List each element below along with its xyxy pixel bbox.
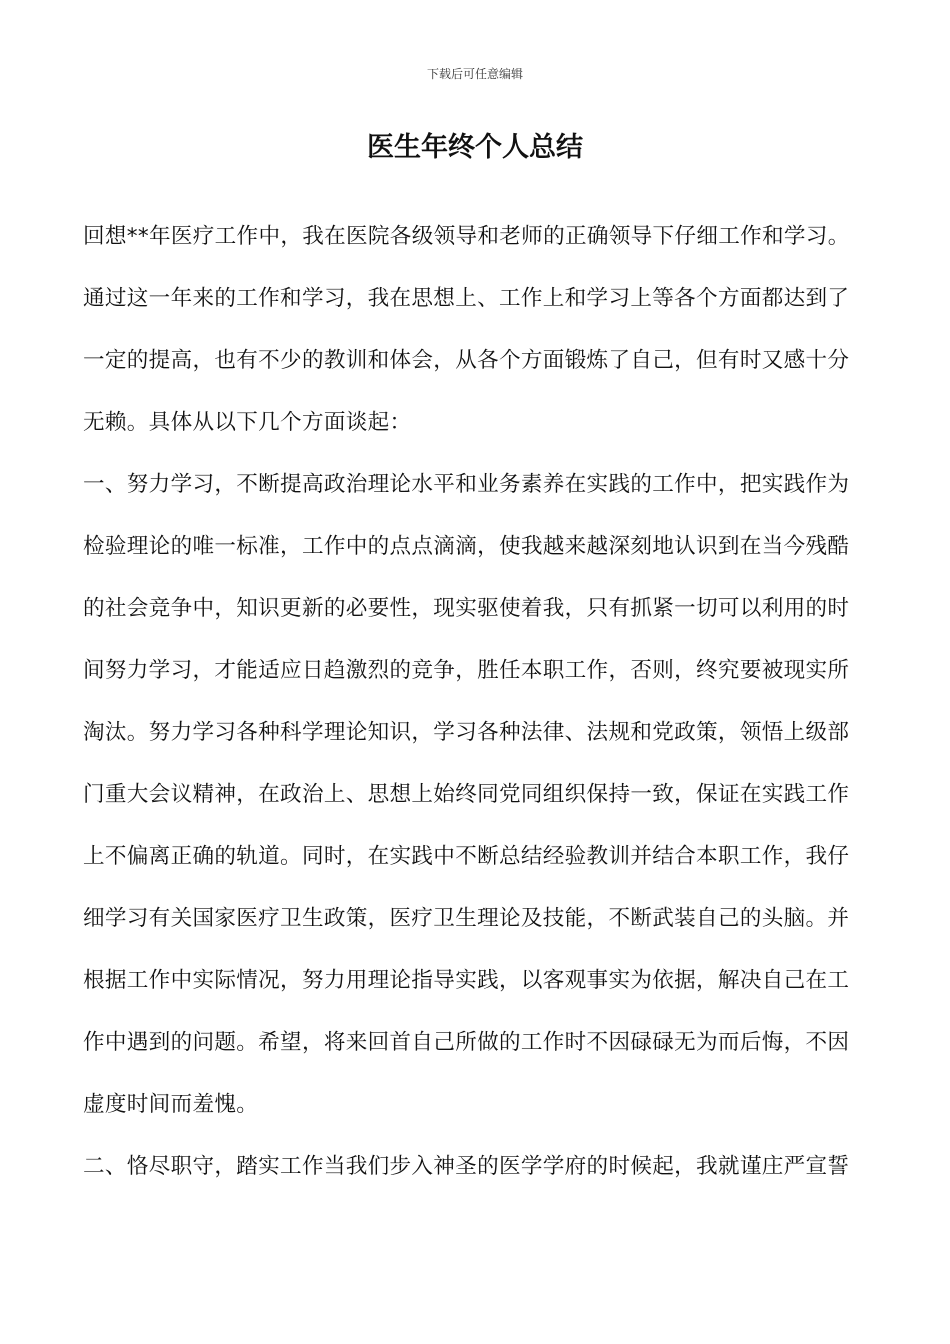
- body-line: 门重大会议精神，在政治上、思想上始终同党同组织保持一致，保证在实践工作: [83, 782, 850, 807]
- body-line: 上不偏离正确的轨道。同时，在实践中不断总结经验教训并结合本职工作，我仔: [83, 844, 850, 869]
- document-body: [83, 217, 868, 1209]
- body-line: 的社会竞争中，知识更新的必要性，现实驱使着我，只有抓紧一切可以利用的时: [83, 596, 850, 621]
- body-line: 通过这一年来的工作和学习，我在思想上、工作上和学习上等各个方面都达到了: [83, 286, 850, 311]
- body-line: 根据工作中实际情况，努力用理论指导实践，以客观事实为依据，解决自己在工: [83, 968, 850, 993]
- body-line: 检验理论的唯一标准，工作中的点点滴滴，使我越来越深刻地认识到在当今残酷: [83, 534, 850, 559]
- document-title: 医生年终个人总结: [367, 132, 583, 163]
- body-line: 间努力学习，才能适应日趋激烈的竞争，胜任本职工作，否则，终究要被现实所: [83, 658, 850, 683]
- body-line: 回想**年医疗工作中，我在医院各级领导和老师的正确领导下仔细工作和学习。: [83, 224, 850, 249]
- body-line: 二、恪尽职守，踏实工作当我们步入神圣的医学学府的时候起，我就谨庄严宣誓: [83, 1154, 850, 1179]
- body-line: 细学习有关国家医疗卫生政策，医疗卫生理论及技能，不断武装自己的头脑。并: [83, 906, 850, 931]
- header-note: 下载后可任意编辑: [426, 67, 523, 81]
- body-line: 淘汰。努力学习各种科学理论知识，学习各种法律、法规和党政策，领悟上级部: [83, 720, 850, 745]
- body-line: 作中遇到的问题。希望，将来回首自己所做的工作时不因碌碌无为而后悔，不因: [83, 1030, 850, 1055]
- body-line: 一、努力学习，不断提高政治理论水平和业务素养在实践的工作中，把实践作为: [83, 472, 850, 497]
- body-line: 虚度时间而羞愧。: [83, 1092, 259, 1117]
- body-line: 无赖。具体从以下几个方面谈起：: [83, 410, 412, 435]
- body-line: 一定的提高，也有不少的教训和体会，从各个方面锻炼了自己，但有时又感十分: [83, 348, 850, 373]
